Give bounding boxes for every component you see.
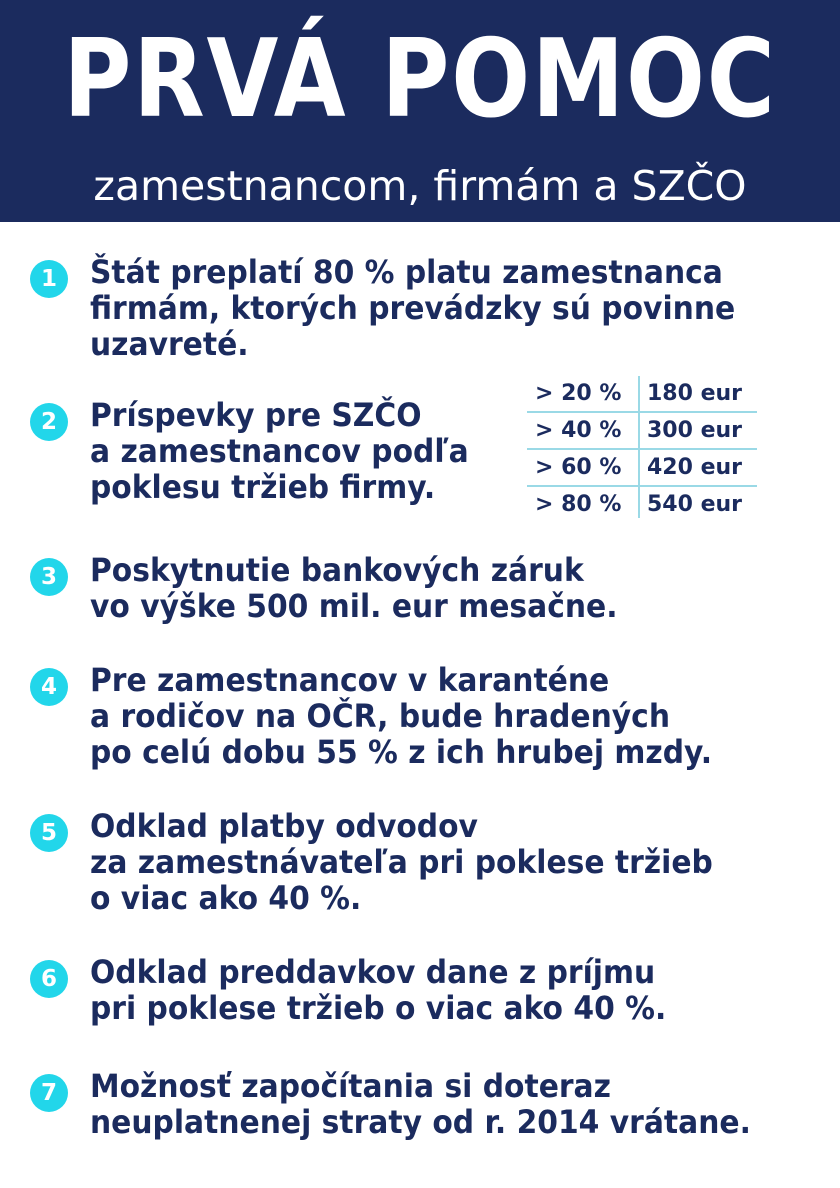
contribution-table — [527, 376, 757, 522]
item-text — [90, 808, 713, 916]
item-text — [90, 1068, 751, 1140]
item-line: uzavreté. — [90, 325, 249, 363]
decline-cell: > 40 % — [535, 418, 622, 443]
item-line: za zamestnávateľa pri poklese tržieb — [90, 843, 713, 881]
decline-cell: > 20 % — [535, 381, 622, 406]
decline-cell: > 60 % — [535, 455, 622, 480]
number-badge: 3 — [30, 558, 68, 596]
decline-cell: > 80 % — [535, 492, 622, 517]
number-badge: 5 — [30, 814, 68, 852]
item-line: po celú dobu 55 % z ich hrubej mzdy. — [90, 733, 713, 771]
table-row — [527, 450, 757, 487]
item-line: neuplatnenej straty od r. 2014 vrátane. — [90, 1103, 751, 1141]
item-line: vo výške 500 mil. eur mesačne. — [90, 587, 618, 625]
number-badge: 1 — [30, 260, 68, 298]
item-text — [90, 397, 469, 505]
number-badge: 4 — [30, 668, 68, 706]
amount-cell: 540 eur — [647, 492, 743, 517]
item-line: firmám, ktorých prevádzky sú povinne — [90, 289, 736, 327]
amount-cell: 420 eur — [647, 455, 743, 480]
item-line: Možnosť započítania si doteraz — [90, 1067, 611, 1105]
item-line: Príspevky pre SZČO — [90, 396, 422, 434]
item-line: Štát preplatí 80 % platu zamestnanca — [90, 253, 723, 291]
item-text — [90, 552, 618, 624]
item-text — [90, 954, 666, 1026]
header-banner — [0, 0, 840, 222]
item-line: Odklad preddavkov dane z príjmu — [90, 953, 656, 991]
item-line: a rodičov na OČR, bude hradených — [90, 697, 671, 735]
item-line: o viac ako 40 %. — [90, 879, 362, 917]
item-text — [90, 254, 735, 362]
item-line: Poskytnutie bankových záruk — [90, 551, 584, 589]
table-row — [527, 487, 757, 522]
table-row — [527, 376, 757, 413]
item-line: pri poklese tržieb o viac ako 40 %. — [90, 989, 667, 1027]
number-badge: 7 — [30, 1074, 68, 1112]
number-badge: 6 — [30, 960, 68, 998]
item-text — [90, 662, 712, 770]
item-line: poklesu tržieb firmy. — [90, 468, 436, 506]
item-line: Odklad platby odvodov — [90, 807, 478, 845]
page-subtitle: zamestnancom, firmám a SZČO — [93, 162, 747, 210]
page-title: PRVÁ POMOC — [63, 17, 777, 142]
amount-cell: 180 eur — [647, 381, 743, 406]
number-badge: 2 — [30, 403, 68, 441]
item-line: Pre zamestnancov v karanténe — [90, 661, 610, 699]
amount-cell: 300 eur — [647, 418, 743, 443]
table-row — [527, 413, 757, 450]
item-line: a zamestnancov podľa — [90, 432, 469, 470]
